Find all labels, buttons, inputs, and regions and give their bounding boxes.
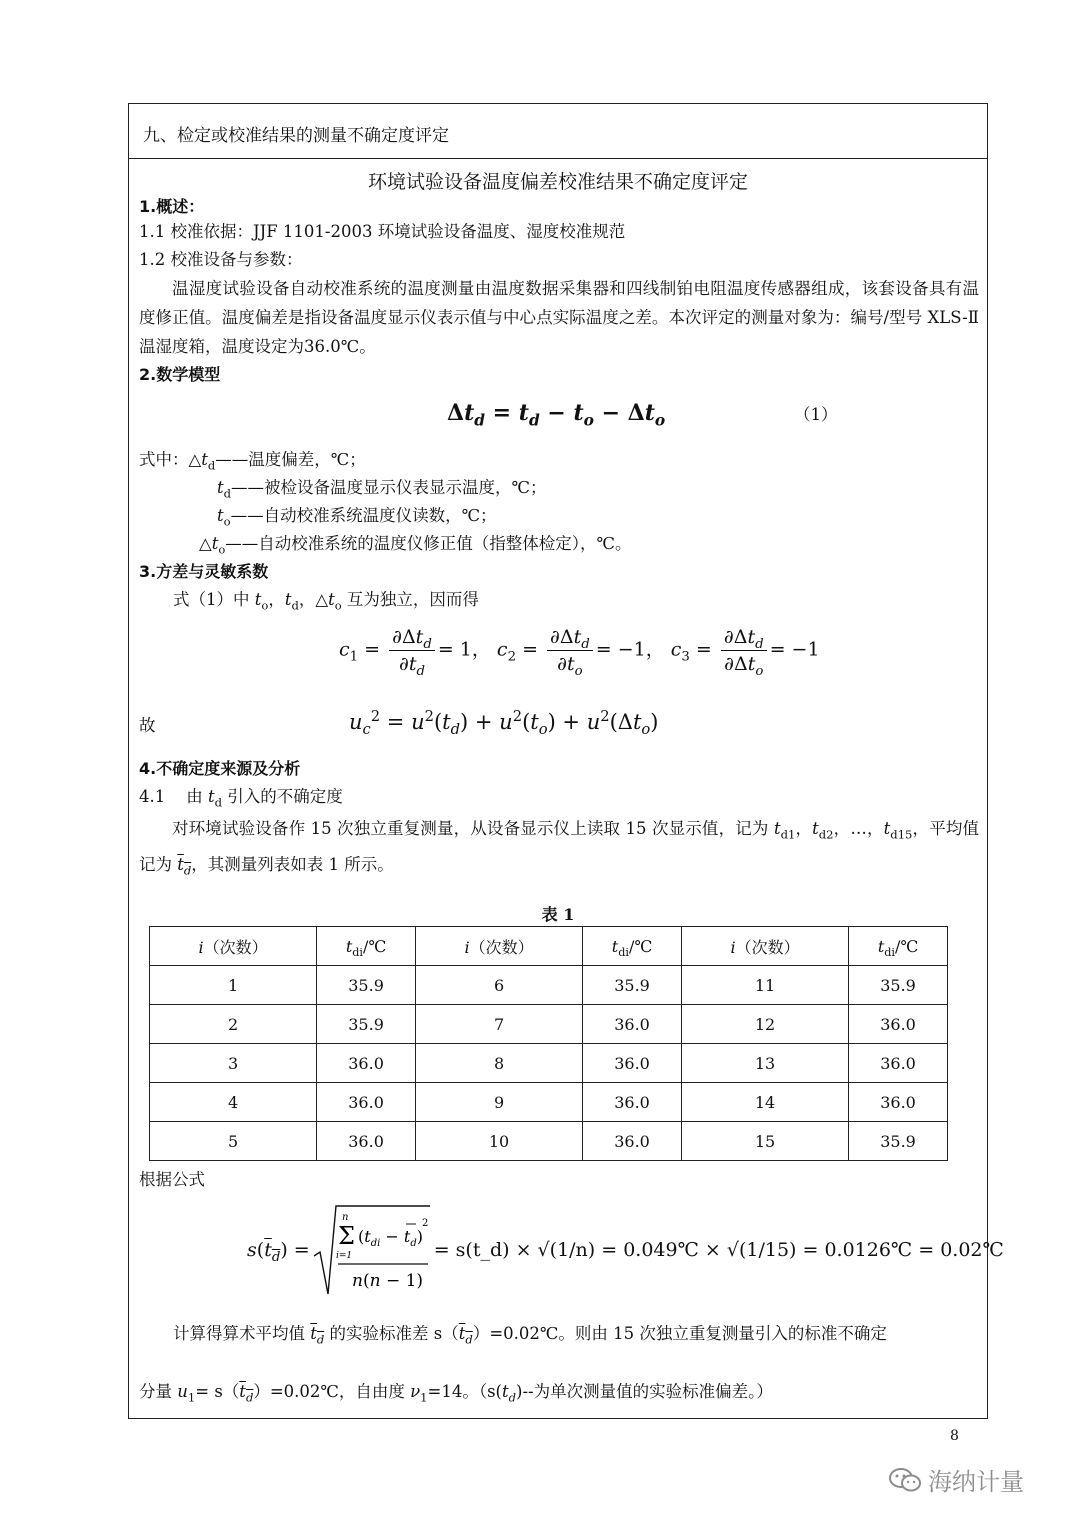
table-cell-count: 11 [681,966,848,1005]
svg-text:2: 2 [421,1218,429,1229]
table-cell-count: 1 [150,966,317,1005]
table-cell-temp: 36.0 [317,1083,416,1122]
document-title: 环境试验设备温度偏差校准结果不确定度评定 [367,171,748,193]
table-cell-count: 4 [150,1083,317,1122]
table-row [150,1122,948,1161]
table-cell-count: 14 [681,1083,848,1122]
table-cell-temp: 36.0 [849,1083,948,1122]
table-cell-count: 8 [415,1044,582,1083]
combined-uncertainty-formula: $u_c^2 = u^2(t_d) + u^2(t_o) + u^2(\Delta t_o)$ [349,708,659,739]
col-header-temp: $t_{di}/℃$ [849,927,948,966]
table-cell-count: 2 [150,1005,317,1044]
heading-variance: 3.方差与灵敏系数 [139,562,269,581]
calculation-line-2: 分量 $u_1=$ $s(t_d)=0.02℃$，自由度 $\nu_1=14$。（$s(t_d)--$为单次测量值的实验标准偏差。） [139,1382,773,1405]
table-row [150,966,948,1005]
table-cell-count: 6 [415,966,582,1005]
section-header [129,104,987,159]
col-header-count: i（次数） [150,927,317,966]
table-cell-temp: 35.9 [583,966,682,1005]
subheading-td-uncertainty: 4.1 由 $t_d$ 引入的不确定度 [139,787,343,810]
table-cell-temp: 35.9 [849,966,948,1005]
measurement-table [149,926,948,1161]
svg-text:i=1: i=1 [335,1251,352,1261]
table-cell-temp: 36.0 [583,1005,682,1044]
watermark [888,1462,1024,1497]
col-header-count: i（次数） [681,927,848,966]
table-cell-temp: 36.0 [583,1044,682,1083]
table-cell-count: 15 [681,1122,848,1161]
table-cell-count: 10 [415,1122,582,1161]
table-row [150,1044,948,1083]
independence-statement: 式（1）中 $t_o$，$t_d$，$\triangle t_o$ 互为独立，因而得 [173,590,479,613]
table-row [150,1005,948,1044]
svg-text:(tdi − td): $(t_{di} - t_d)$ [357,1227,423,1249]
measurement-paragraph: 对环境试验设备作 15 次独立重复测量，从设备显示仪上读取 15 次显示值，记为 $t_{d1}$，$t_{d2}$，…，$t_{d15}$，平均值记为 $t_d$，其测量列表如表 1 所示。 [139,819,980,878]
heading-uncertainty-sources: 4.不确定度来源及分析 [139,759,301,778]
table-cell-temp: 35.9 [317,1005,416,1044]
table-header-row [150,927,948,966]
table-caption: 表 1 [541,905,575,924]
svg-text:n: n [341,1212,349,1223]
calculation-line-1: 计算得算术平均值 $t_d$ 的实验标准差 $s(t_d)=0.02℃$。则由 15 次独立重复测量引入的标准不确定 [173,1324,887,1347]
table-row [150,1083,948,1122]
wechat-icon [888,1466,922,1494]
table-cell-temp: 36.0 [583,1083,682,1122]
definition-td: $t_d——$被检设备温度显示仪表显示温度，℃； [217,478,547,501]
col-header-temp: $t_{di}/℃$ [317,927,416,966]
std-dev-formula-rhs: = s(t_d) × √(1/n) = 0.049℃ × √(1/15) = 0.0126℃ = 0.02℃ [433,1239,1004,1261]
page-number: 8 [950,1428,959,1444]
definition-delta-td: 式中：$\triangle t_d——$温度偏差，℃； [139,450,366,473]
document-frame [128,103,1004,1419]
definition-to: $t_o——$自动校准系统温度仪读数，℃； [217,506,497,529]
section-title: 九、检定或校准结果的测量不确定度评定 [143,126,449,146]
svg-text:Σ: Σ [337,1222,355,1250]
table-cell-count: 9 [415,1083,582,1122]
table-cell-temp: 35.9 [849,1122,948,1161]
definition-delta-to: $\triangle t_o——$自动校准系统的温度仪修正值（指整体检定），℃。 [199,534,632,557]
sensitivity-coefficients: $c_1$ = $\frac{\partial\Delta t_d}{\partial t_d}$ = 1， $c_2$ = $\frac{\partial\Delta t_d}{\partial t_o}$ = −1， $c_3$ = $\frac{\partial\Delta t_d}{\partial\Delta t_o}$ = −1 [339,626,820,679]
sqrt-fraction-icon [312,1202,432,1298]
table-cell-temp: 36.0 [849,1005,948,1044]
table-cell-count: 5 [150,1122,317,1161]
table-cell-temp: 35.9 [317,966,416,1005]
therefore-label: 故 [139,716,156,735]
calibration-equipment: 1.2 校准设备与参数： [139,250,303,269]
model-formula: $\Delta t_d = t_d - t_o - \Delta t_o$ [447,400,666,430]
table-cell-count: 12 [681,1005,848,1044]
col-header-temp: $t_{di}/℃$ [583,927,682,966]
table-cell-temp: 36.0 [317,1044,416,1083]
calibration-basis: 1.1 校准依据：JJF 1101-2003 环境试验设备温度、湿度校准规范 [139,222,626,241]
table-cell-temp: 36.0 [317,1122,416,1161]
heading-math-model: 2.数学模型 [139,365,221,384]
heading-overview: 1.概述： [139,197,205,216]
svg-text:n(n − 1): n(n − 1) [351,1271,423,1291]
basis-formula-label: 根据公式 [139,1170,205,1189]
overview-paragraph: 温湿度试验设备自动校准系统的温度测量由温度数据采集器和四线制铂电阻温度传感器组成，该套设备具有温度修正值。温度偏差是指设备温度显示仪表示值与中心点实际温度之差。本次评定的测量对象为：编号/型号 XLS-Ⅱ温湿度箱，温度设定为36.0℃。 [139,279,979,356]
std-dev-formula: $s(t_d)$ = n Σ i=1 $(t_{di} - t_d)$ 2 n(n − 1) = s(t_d) × √(1/n) = 0.049℃ × √(1/15) = 0.0126℃ = 0.02℃ [247,1202,1004,1298]
table-cell-count: 7 [415,1005,582,1044]
table-cell-count: 3 [150,1044,317,1083]
formula-number: （1） [794,405,838,424]
col-header-count: i（次数） [415,927,582,966]
table-cell-count: 13 [681,1044,848,1083]
watermark-text: 海纳计量 [928,1468,1024,1496]
table-cell-temp: 36.0 [583,1122,682,1161]
table-cell-temp: 36.0 [849,1044,948,1083]
